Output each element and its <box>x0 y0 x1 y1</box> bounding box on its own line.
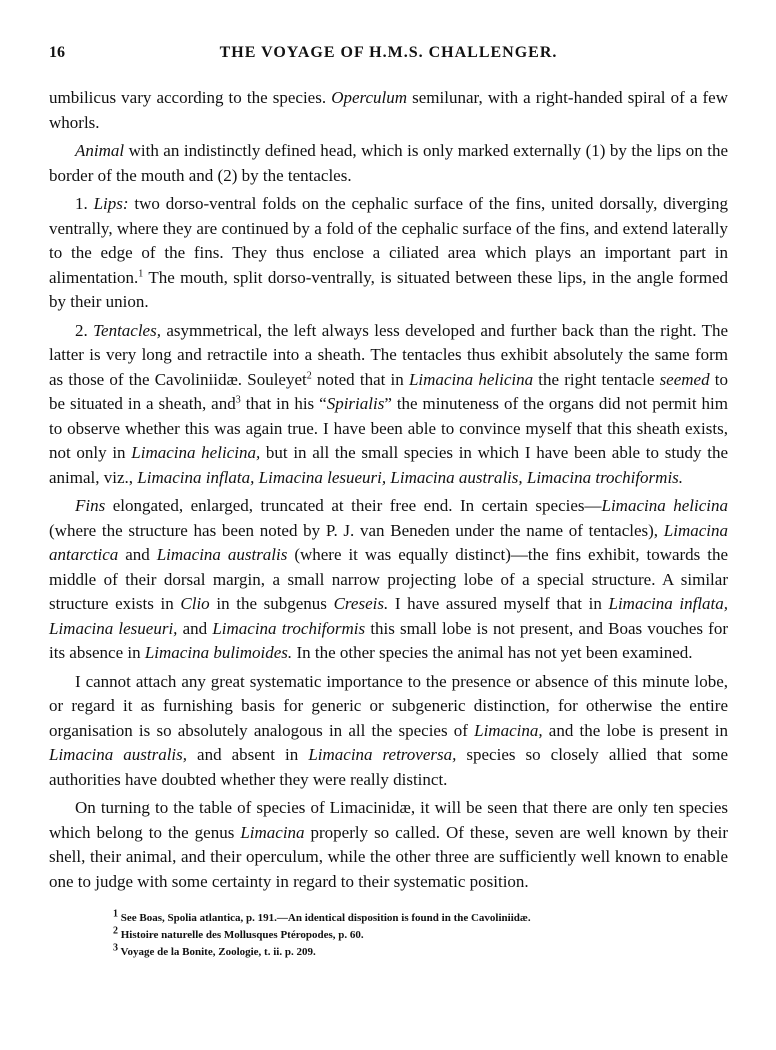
paragraph-lobe-importance: I cannot attach any great systematic importance to the presence or absence of this minute lobe, or regard it as furnishing basis for generic or subgeneric distinction, for otherwise the entire organisation is so absolutely analogous in all the species of Limacina, and the lobe is present in Limacina australis, and absent in Limacina retroversa, species so closely allied that some authorities have doubted whether they were really distinct. <box>49 671 728 789</box>
page-header <box>49 44 728 70</box>
footnote-ref-2: 2 <box>306 369 312 381</box>
page-number: 16 <box>49 44 65 61</box>
paragraph-species-table: On turning to the table of species of Limacinidæ, it will be seen that there are only ten species which belong to the genus Limacina properly so called. Of these, seven are well known by their shell, their animal, and their operculum, while the other three are sufficiently well known to enable one to judge with some certainty in regard to their systematic position. <box>49 798 728 891</box>
paragraph-fins: Fins elongated, enlarged, truncated at their free end. In certain species—Limacina helicina (where the structure has been noted by P. J. van Beneden under the name of tentacles), Limacina antarctica and Limacina australis (where it was equally distinct)—the fins exhibit, towards the middle of their dorsal margin, a small narrow projecting lobe of a special structure. A similar structure exists in Clio in the subgenus Creseis. I have assured myself that in Limacina inflata, Limacina lesueuri, and Limacina trochiformis this small lobe is not present, and Boas vouches for its absence in Limacina bulimoides. In the other species the animal has not yet been examined. <box>49 496 729 662</box>
footnote-2: $^2$ Histoire naturelle des Mollusques Ptéropodes, p. 60. <box>113 925 364 941</box>
paragraph-animal: Animal with an indistinctly defined head, which is only marked externally (1) by the lips on the border of the mouth and (2) by the tentacles. <box>49 141 728 185</box>
footnote-ref-3: 3 <box>235 394 241 406</box>
paragraph-lips: 1. Lips: two dorso-ventral folds on the cephalic surface of the fins, united dorsally, diverging ventrally, where they are continued by a fold of the cephalic surface of the fins, and extend laterally to the edge of the fins. They thus enclose a ciliated area which plays an important part in alimentation.$^1$ The mouth, split dorso-ventrally, is situated between these lips, in the angle formed by their union. <box>49 194 728 311</box>
running-title: THE VOYAGE OF H.M.S. CHALLENGER. <box>219 44 558 61</box>
footnote-ref-1: 1 <box>138 267 144 279</box>
paragraph-tentacles: 2. Tentacles, asymmetrical, the left always less developed and further back than the right. The latter is very long and retractile into a sheath. The tentacles thus exhibit absolutely the same form as those of the Cavoliniidæ. Souleyet$^2$ noted that in Limacina helicina the right tentacle seemed to be situated in a sheath, and$^3$ that in his “Spirialis” the minuteness of the organs did not permit him to observe whether this was again true. I have been able to convince myself that this sheath exists, not only in Limacina helicina, but in all the small species in which I have been able to study the animal, viz., Limacina inflata, Limacina lesueuri, Limacina australis, Limacina trochiformis. <box>49 320 729 487</box>
footnote-1: $^1$ See Boas, Spolia atlantica, p. 191.—An identical disposition is found in the Cavoliniidæ. <box>113 908 531 924</box>
document-page <box>49 44 728 961</box>
paragraph-operculum: umbilicus vary according to the species. Operculum semilunar, with a right-handed spiral of a few whorls. <box>49 88 728 132</box>
footnotes <box>49 910 728 961</box>
footnote-3: $^3$ Voyage de la Bonite, Zoologie, t. ii. p. 209. <box>113 942 316 958</box>
